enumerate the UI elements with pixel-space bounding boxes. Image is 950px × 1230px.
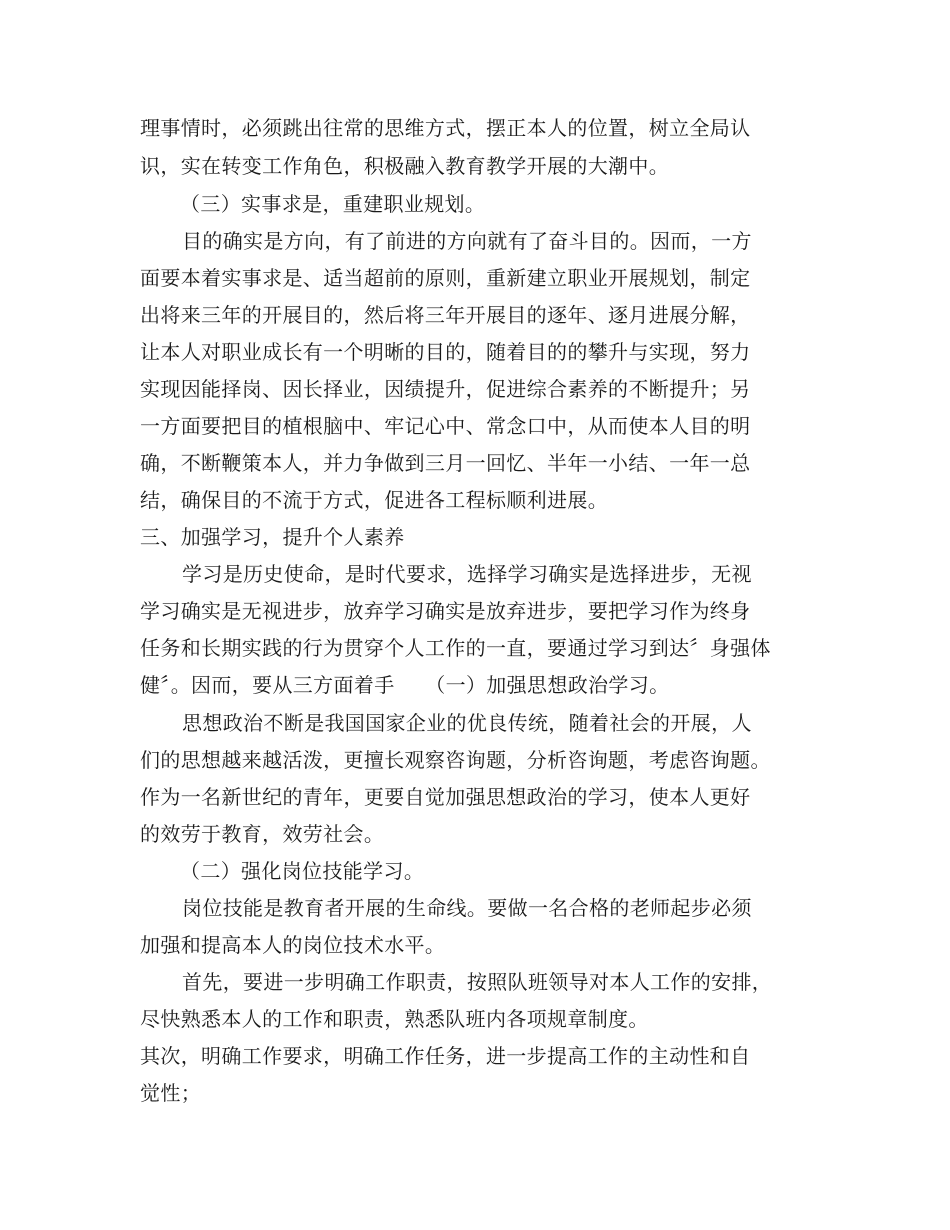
body-text-line: 岗位技能是教育者开展的生命线。要做一名合格的老师起步必须: [182, 896, 752, 920]
body-text-line: 实现因能择岗、因长择业，因绩提升，促进综合素养的不断提升；另: [140, 377, 751, 401]
body-text-line: 首先，要进一步明确工作职责，按照队班领导对本人工作的安排，: [182, 970, 773, 994]
body-text-line: 健〞。因而，要从三方面着手 （一）加强思想政治学习。: [140, 673, 670, 697]
body-text-line: 出将来三年的开展目的，然后将三年开展目的逐年、逐月进展分解，: [140, 303, 751, 327]
body-text-line: 学习是历史使命，是时代要求，选择学习确实是选择进步，无视: [182, 562, 752, 586]
section-heading: 三、加强学习，提升个人素养: [140, 525, 405, 549]
body-text-line: 们的思想越来越活泼，更擅长观察咨询题，分析咨询题，考虑咨询题。: [140, 748, 771, 772]
body-text-line: 思想政治不断是我国国家企业的优良传统，随着社会的开展，人: [182, 711, 752, 735]
body-text-line: 识，实在转变工作角色，积极融入教育教学开展的大潮中。: [140, 154, 670, 178]
body-text-line: 任务和长期实践的行为贯穿个人工作的一直，要通过学习到达〞身强体: [140, 636, 771, 660]
body-text-line: 面要本着实事求是、适当超前的原则，重新建立职业开展规划，制定: [140, 266, 751, 290]
subsection-heading: （三）实事求是，重建职业规划。: [180, 192, 486, 216]
body-text-line: 确，不断鞭策本人，并力争做到三月一回忆、半年一小结、一年一总: [140, 451, 751, 475]
body-text-line: 作为一名新世纪的青年，更要自觉加强思想政治的学习，使本人更好: [140, 785, 751, 809]
body-text-line: 让本人对职业成长有一个明晰的目的，随着目的的攀升与实现，努力: [140, 340, 751, 364]
body-text-line: 理事情时，必须跳出往常的思维方式，摆正本人的位置，树立全局认: [140, 116, 751, 140]
body-text-line: 结，确保目的不流于方式，促进各工程标顺利进展。: [140, 488, 609, 512]
body-text-line: 其次，明确工作要求，明确工作任务，进一步提高工作的主动性和自: [140, 1044, 751, 1068]
body-text-line: 一方面要把目的植根脑中、牢记心中、常念口中，从而使本人目的明: [140, 414, 751, 438]
subsection-heading: （二）强化岗位技能学习。: [180, 859, 425, 883]
body-text-line: 尽快熟悉本人的工作和职责，熟悉队班内各项规章制度。: [140, 1007, 649, 1031]
body-text-line: 的效劳于教育，效劳社会。: [140, 822, 385, 846]
body-text-line: 学习确实是无视进步，放弃学习确实是放弃进步，要把学习作为终身: [140, 599, 751, 623]
body-text-line: 加强和提高本人的岗位技术水平。: [140, 933, 446, 957]
body-text-line: 觉性；: [140, 1081, 202, 1105]
body-text-line: 目的确实是方向，有了前进的方向就有了奋斗目的。因而，一方: [182, 229, 752, 253]
